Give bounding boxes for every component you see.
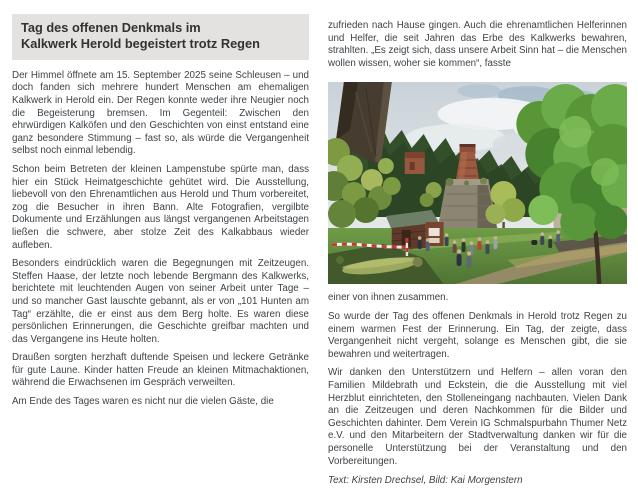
distant-brick-structure	[405, 152, 425, 174]
article-columns	[12, 14, 627, 488]
article-title-box	[12, 14, 309, 60]
article-photo	[328, 82, 627, 284]
paragraph-am-ende: Am Ende des Tages waren es nicht nur die vielen Gäste, die	[12, 396, 274, 408]
paragraph-so-wurde: So wurde der Tag des offenen Denkmals in Herold trotz Regen zu einem warmen Fest der Erinnerung. Ein Tag, der zeigte, dass Vergangenheit nicht vergeht, solange es Menschen gibt, die sie bewahren und weitertragen.	[328, 310, 627, 360]
left-column	[12, 14, 309, 488]
paragraph-lampenstube: Schon beim Betreten der kleinen Lampenstube spürte man, dass hier ein Stück Heimatgeschichte gehütet wird. Die Ausstellung, liebevoll von den Ehrenamtlichen aus Herold und Thum vorbereitet, zog die Besucher in ihren Bann. Alte Fotografien, vergilbte Dokumente und Erzählungen aus längst vergangenen Arbeitstagen ließen die schwere, aber stolze Zeit des Kalkabbaus wieder aufleben.	[12, 163, 309, 251]
right-column	[328, 14, 627, 488]
kalkwerk-photo-illustration	[328, 82, 627, 284]
paragraph-einer-von-ihnen: einer von ihnen zusammen.	[328, 292, 449, 304]
paragraph-himmel: Der Himmel öffnete am 15. September 2025 seine Schleusen – und doch fanden sich mehrere hundert Menschen am ehemaligen Kalkwerk in Herold ein. Der Regen konnte weder ihre Neugier noch die Begeisterung bremsen. Im Gegenteil: Zwischen den ehrwürdigen Kalköfen und den Geschichten von einst entstand eine ganz besondere Stimmung – fast so, als würde die Vergangenheit selbst noch einmal lebendig.	[12, 69, 309, 157]
article-title: Tag des offenen Denkmals im Kalkwerk Herold begeistert trotz Regen	[21, 20, 260, 52]
paragraph-speisen: Draußen sorgten herzhaft duftende Speisen und leckere Getränke für gute Laune. Kinder hatten Freude an kleinen Mitmachaktionen, während die Erwachsenen im Gespräch verweilten.	[12, 352, 309, 389]
paragraph-zeitzeugen: Besonders eindrücklich waren die Begegnungen mit Zeitzeugen. Steffen Haase, der letzte noch lebende Bergmann des Kalkwerks, berichtete mit leuchtenden Augen von seiner Arbeit unter Tage – und so mancher Gast lauschte gebannt, als er von „101 Hunten am Tag“ erzählte, die er einst aus dem Berg holte. Es waren diese persönlichen Erinnerungen, die Geschichte greifbar machten und das Vergangene ins Heute holten.	[12, 258, 309, 345]
paragraph-dank: Wir danken den Unterstützern und Helfern – allen voran den Familien Mildebrath und Eckstein, die die Ausstellung mit viel Herzblut einrichteten, den Stolleneingang nachbauten. Vielen Dank an die Zeitzeugen und deren Nachkommen für die Bilder und Geschichten dahinter. Dem Verein IG Schmalspurbahn Thumer Netz e.V. und den Mitarbeitern der Stadtverwaltung danken wir für die personelle Unterstützung bei der Veranstaltung und den Vorbereitungen.	[328, 367, 627, 467]
wooden-hut	[386, 210, 444, 250]
paragraph-zufrieden: zufrieden nach Hause gingen. Auch die ehrenamtlichen Helferinnen und Helfer, die seit Jahren das Erbe des Kalkwerks bewahren, strahlten. „Es zeigt sich, dass unsere Arbeit Sinn hat – die Menschen wollen wissen, woher sie kommen“, fasste	[328, 20, 627, 69]
credit-line: Text: Kirsten Drechsel, Bild: Kai Morgenstern	[328, 475, 523, 487]
